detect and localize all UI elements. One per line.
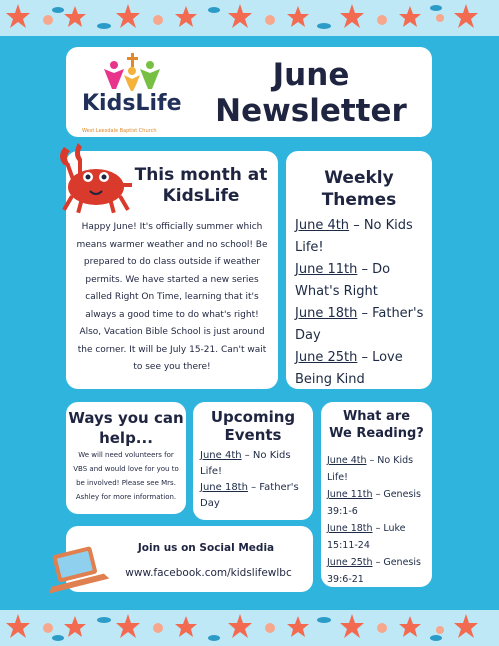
event-date: June 18th [200,482,248,493]
event-item [200,448,310,480]
weekly-themes-heading [286,167,432,211]
events-heading [193,408,313,444]
starfish-border-bottom-icon [0,610,499,646]
reading-item [327,452,430,486]
event-text: – No Kids Life! [200,450,291,477]
events-heading-line-1: Upcoming [210,408,296,426]
reading-text: – Genesis 39:1-6 [327,489,421,517]
this-month-heading-line-1: This month at [134,165,268,185]
reading-text: – No Kids Life! [327,455,414,483]
theme-text: – Love Being Kind [295,350,403,387]
this-month-heading [132,165,270,207]
events-list [200,448,310,512]
social-heading: Join us on Social Media [137,542,275,554]
title-line-1: June [272,57,350,93]
reading-list [327,452,430,588]
reading-item [327,554,430,588]
events-card [193,402,313,520]
theme-date: June 25th [295,350,358,365]
weekly-theme-item [295,215,427,259]
weekly-theme-item [295,259,427,303]
weekly-themes-card [286,151,432,389]
reading-heading [321,408,432,442]
theme-date: June 18th [295,306,358,321]
event-text: – Father's Day [200,482,299,509]
help-card [66,402,186,514]
reading-text: – Genesis 39:6-21 [327,557,421,585]
title-card [66,47,432,137]
help-body: We will need volunteers for VBS and would love for you to be involved! Please see Mrs. Ashley for more information. [73,451,179,501]
title-line-2: Newsletter [215,93,407,129]
reading-date: June 18th [327,523,373,534]
top-starfish-border [0,0,499,36]
reading-item [327,520,430,554]
page-title [196,57,426,129]
logo-subtitle: West Leesdale Baptist Church [82,128,157,134]
reading-date: June 25th [327,557,373,568]
reading-heading-line-1: What are [342,409,411,424]
this-month-heading-line-2: KidsLife [162,186,240,206]
theme-date: June 11th [295,262,358,277]
crab-icon [52,143,136,219]
weekly-theme-item [295,303,427,347]
reading-date: June 11th [327,489,373,500]
this-month-body: Happy June! It's officially summer which means warmer weather and no school! Be prepared to do class outside if weather permits. We have started a new series called Right On Time, learning that it's always a good time to do what's right! Also, Vacation Bible School is just around the corner. It will be July 15-21. Can't wait to see you there! [76,222,268,372]
logo-text: KidsLife [82,91,182,116]
starfish-border-top-icon [0,0,499,36]
weekly-theme-item [295,347,427,391]
help-heading [66,408,186,448]
kids-logo-icon [98,51,168,91]
weekly-themes-heading-line-1: Weekly [324,168,394,188]
social-link[interactable]: www.facebook.com/kidslifewlbc [125,567,292,579]
kidslife-logo [80,51,190,137]
event-date: June 4th [200,450,242,461]
theme-date: June 4th [295,218,350,233]
reading-text: – Luke 15:11-24 [327,523,406,551]
weekly-themes-list [295,215,427,391]
weekly-themes-heading-line-2: Themes [321,190,397,210]
reading-item [327,486,430,520]
reading-card [321,402,432,587]
laptop-icon [44,544,110,594]
reading-heading-line-2: We Reading? [329,426,424,441]
theme-text: – Do What's Right [295,262,391,299]
help-heading-line-2: help... [99,429,153,447]
reading-date: June 4th [327,455,367,466]
help-heading-line-1: Ways you can [68,409,184,427]
bottom-starfish-border [0,610,499,646]
events-heading-line-2: Events [224,426,282,444]
event-item [200,480,310,512]
theme-text: – No Kids Life! [295,218,413,255]
theme-text: – Father's Day [295,306,424,343]
